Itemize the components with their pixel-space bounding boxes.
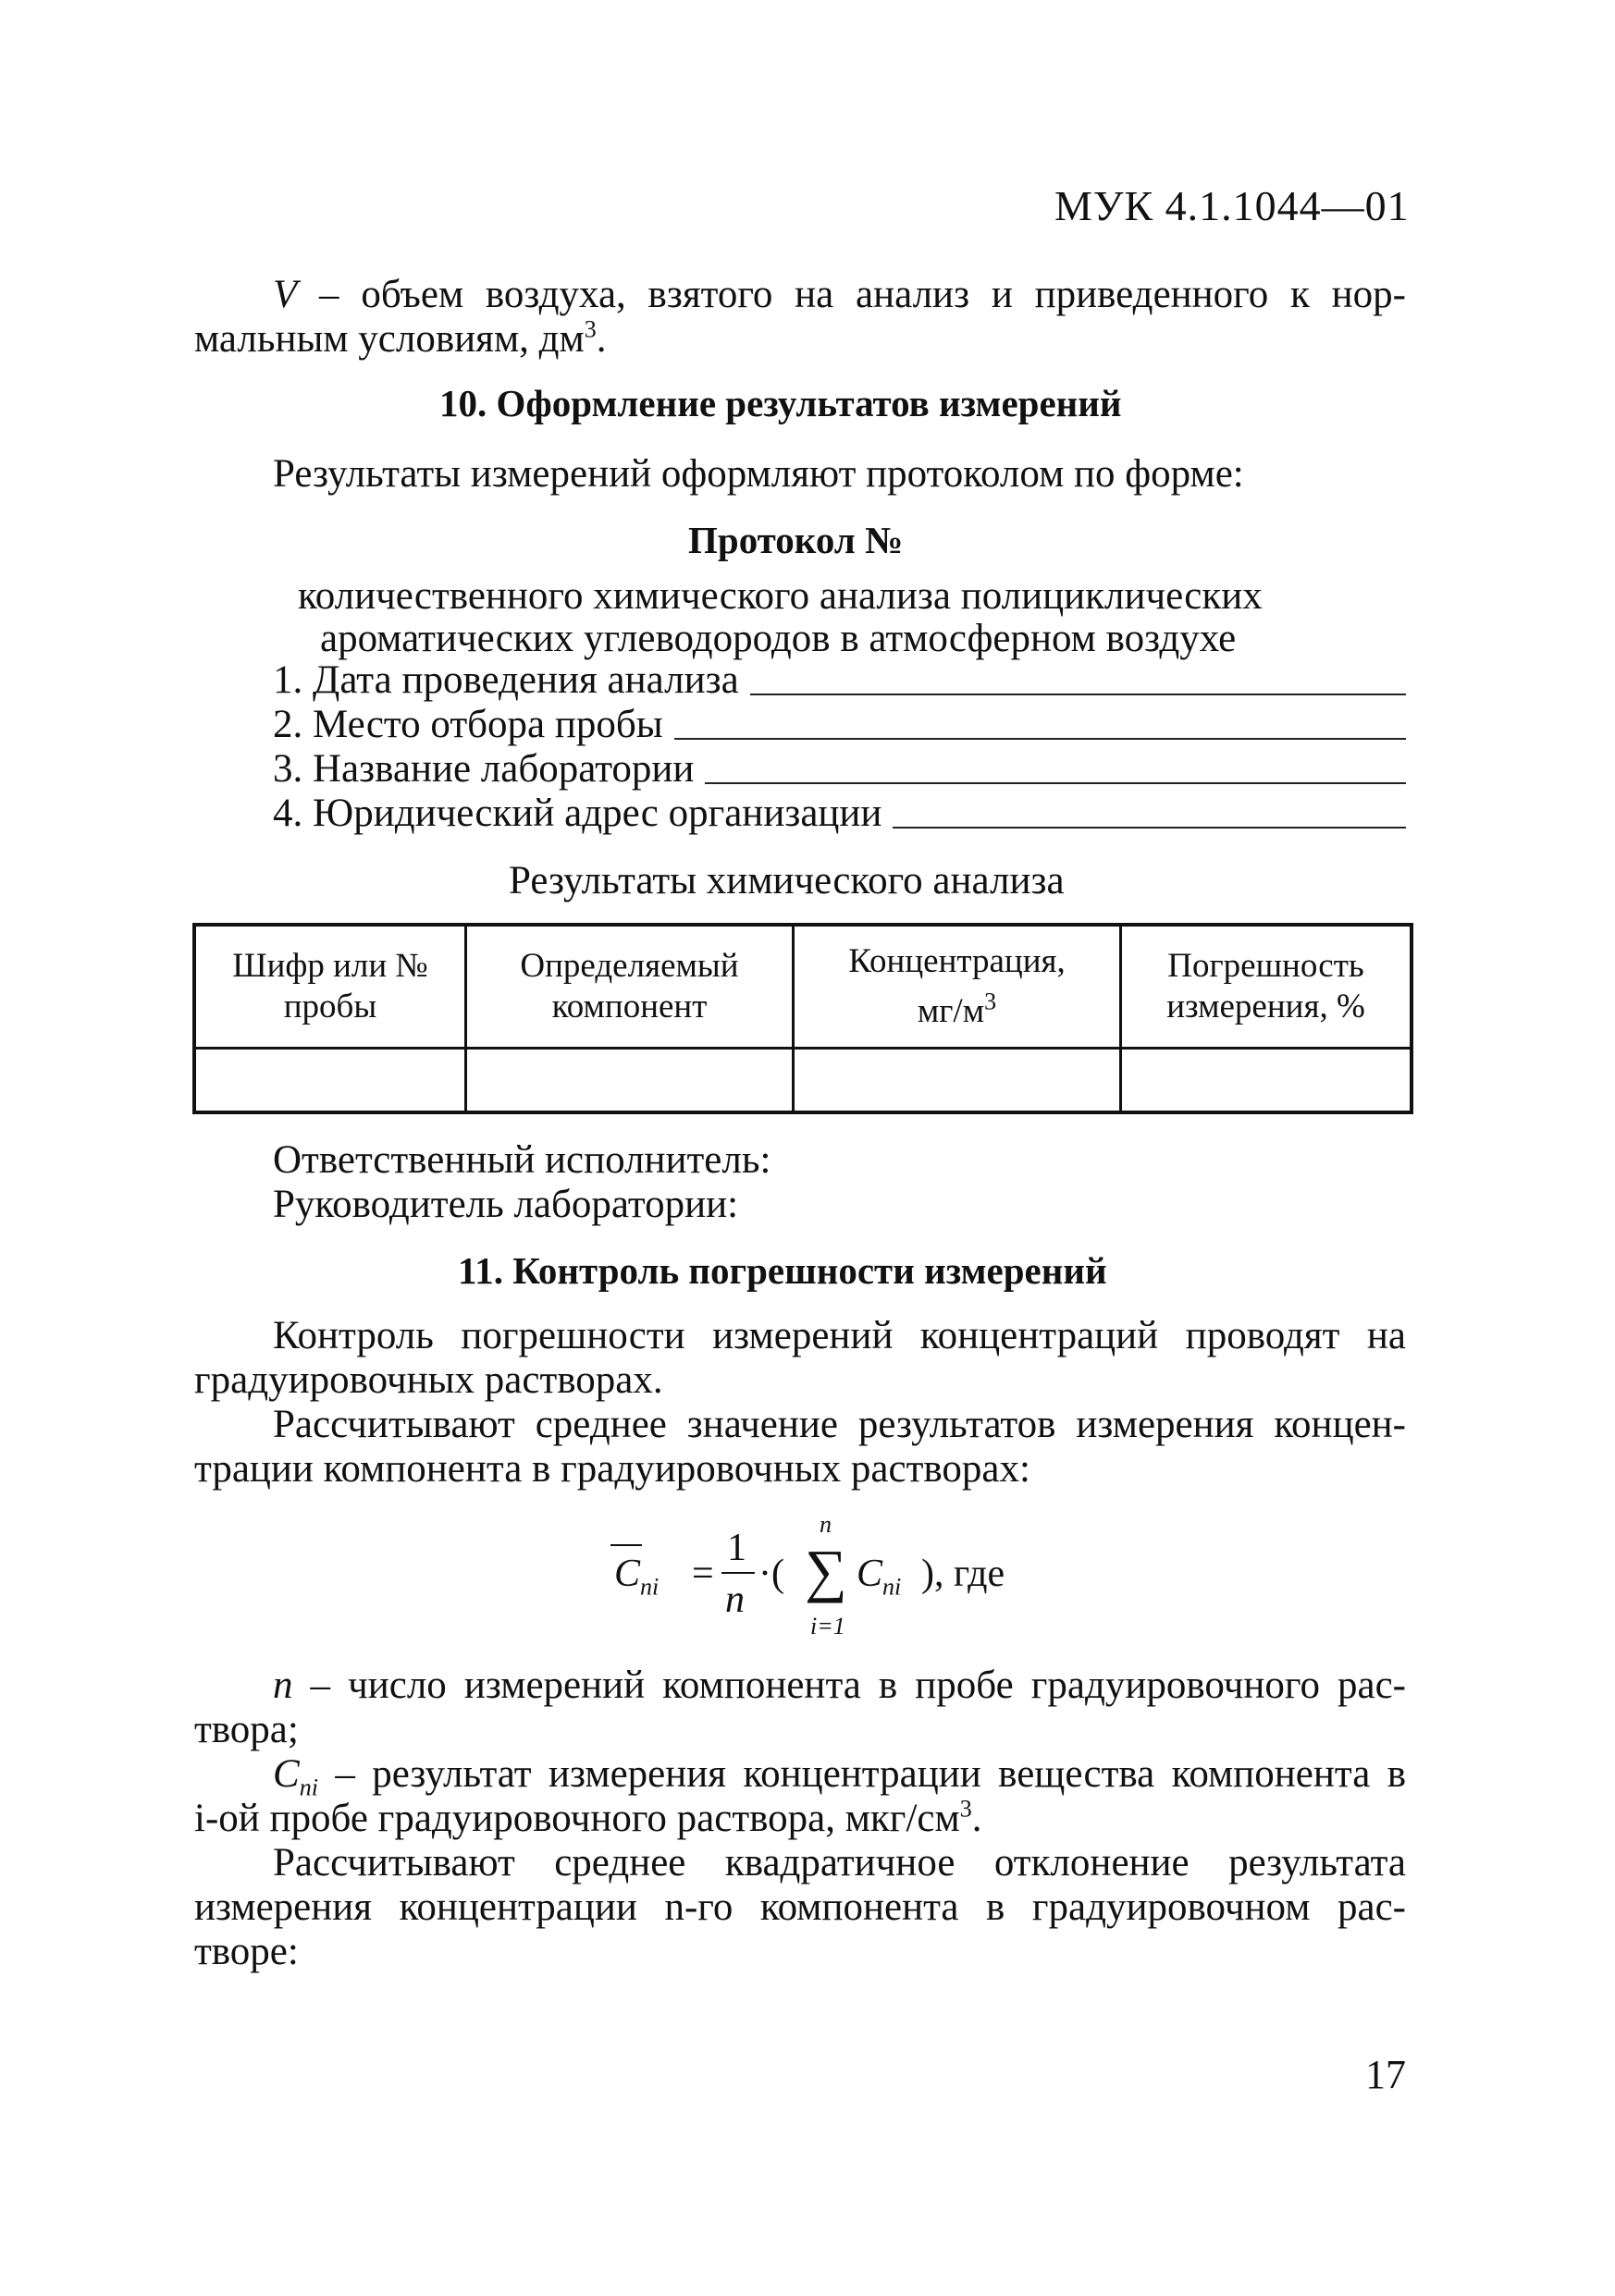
n-definition-line-2: твора; — [194, 1708, 299, 1751]
fraction-bar — [721, 1572, 755, 1574]
c-text-2: i-ой пробе градуировочного раствора, мкг/см — [194, 1797, 960, 1840]
sum-symbol: ∑ — [805, 1538, 847, 1603]
intro-end: . — [596, 317, 607, 361]
intro-line-1 — [273, 274, 1406, 316]
section-11-p3-line-2: измерения концентрации n-го компонента в градуировочном рас- — [194, 1885, 1406, 1929]
document-code: МУК 4.1.1044—01 — [1054, 182, 1410, 229]
fraction-numerator: 1 — [727, 1527, 746, 1569]
section-11-p1-line-1: Контроль погрешности измерений концентраций проводят на — [273, 1314, 1406, 1357]
n-text: – число измерений компонента в пробе градуировочного рас- — [292, 1664, 1406, 1707]
term-symbol: C — [857, 1553, 883, 1595]
fill-line — [750, 694, 1406, 695]
section-11-p2-line-1: Рассчитывают среднее значение результатов измерения концен- — [273, 1403, 1406, 1446]
field-label: 1. Дата проведения анализа — [273, 658, 739, 702]
sum-lower-limit: i=1 — [810, 1613, 845, 1639]
fill-line — [893, 827, 1406, 829]
header-concentration — [795, 927, 1119, 1047]
open-paren: ·( — [758, 1553, 784, 1595]
section-10-title: 10. Оформление результатов измерений — [439, 382, 1122, 424]
header-text: Определяемый — [520, 947, 739, 985]
intro-text-1: – объем воздуха, взятого на анализ и приведенного к нор- — [297, 273, 1406, 316]
header-sample-code — [196, 927, 464, 1047]
protocol-subtitle-2: ароматических углеводородов в атмосферном воздухе — [320, 617, 1237, 660]
section-11-p3-line-3: творе: — [194, 1930, 299, 1973]
protocol-field-date — [273, 658, 1406, 703]
header-error — [1122, 927, 1410, 1047]
header-text: компонент — [551, 988, 708, 1025]
lab-head: Руководитель лаборатории: — [273, 1183, 739, 1226]
header-text: пробы — [283, 988, 377, 1025]
n-variable: n — [273, 1664, 293, 1707]
protocol-field-address — [273, 792, 1406, 836]
header-text: Концентрация, — [848, 942, 1066, 980]
field-label: 2. Место отбора пробы — [273, 703, 663, 746]
fraction-denominator: n — [725, 1578, 745, 1621]
intro-sup: 3 — [584, 315, 597, 343]
formula-close: ), где — [921, 1553, 1005, 1595]
mean-formula — [610, 1511, 1017, 1655]
volume-variable: V — [273, 273, 298, 316]
term-subscript: ni — [882, 1573, 902, 1601]
formula-lhs — [614, 1552, 660, 1601]
header-text: Погрешность — [1167, 947, 1364, 985]
table-cell — [1122, 1050, 1410, 1111]
intro-line-2 — [194, 315, 607, 361]
intro-text-2: мальным условиям, дм — [194, 317, 585, 361]
c-text: – результат измерения концентрации вещества компонента в — [317, 1752, 1406, 1796]
header-text: мг/м — [917, 992, 985, 1030]
c-sup: 3 — [959, 1795, 972, 1823]
sum-upper-limit: n — [820, 1511, 832, 1538]
table-cell — [795, 1050, 1119, 1111]
field-label: 3. Название лаборатории — [273, 747, 695, 791]
c-variable: C — [273, 1752, 300, 1796]
section-11-p3-line-1: Рассчитывают среднее квадратичное отклонение результата — [273, 1841, 1406, 1885]
section-11-p1-line-2: градуировочных растворах. — [194, 1358, 663, 1402]
overline — [610, 1544, 642, 1546]
responsible-executor: Ответственный исполнитель: — [273, 1138, 771, 1182]
c-subscript: ni — [299, 1774, 318, 1801]
protocol-subtitle-1: количественного химического анализа полициклических — [298, 574, 1263, 618]
n-definition-line-1 — [273, 1664, 1406, 1707]
field-label: 4. Юридический адрес организации — [273, 792, 882, 835]
header-sup: 3 — [984, 988, 997, 1015]
results-title: Результаты химического анализа — [509, 859, 1065, 902]
header-text: Шифр или № — [232, 947, 428, 985]
protocol-field-place — [273, 703, 1406, 747]
lhs-subscript: ni — [640, 1573, 660, 1601]
page-number: 17 — [1365, 2052, 1406, 2097]
section-11-p2-line-2: трации компонента в градуировочных растворах: — [194, 1447, 1030, 1491]
c-definition-line-2 — [194, 1795, 982, 1840]
section-10-paragraph: Результаты измерений оформляют протоколом по форме: — [273, 452, 1244, 496]
lhs-symbol: C — [614, 1553, 641, 1595]
fill-line — [674, 738, 1406, 740]
protocol-title: Протокол № — [688, 519, 904, 561]
header-text: измерения, % — [1166, 988, 1365, 1025]
section-11-title: 11. Контроль погрешности измерений — [458, 1249, 1107, 1292]
fill-line — [705, 782, 1406, 784]
results-table — [192, 923, 1413, 1114]
c-definition-line-1 — [273, 1752, 1406, 1801]
table-cell — [196, 1050, 464, 1111]
table-cell — [467, 1050, 792, 1111]
equals-sign: = — [692, 1553, 714, 1595]
formula-term — [857, 1552, 902, 1601]
header-component — [467, 927, 792, 1047]
c-end: . — [971, 1797, 982, 1840]
protocol-field-lab — [273, 747, 1406, 792]
